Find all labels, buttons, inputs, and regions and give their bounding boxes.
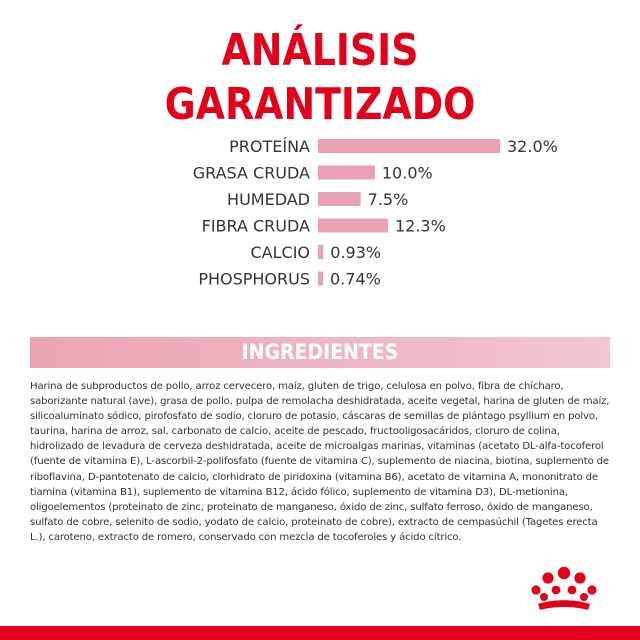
page-title-line-1: ANÁLISIS bbox=[221, 25, 419, 76]
bar-value-label: 12.3% bbox=[394, 216, 446, 236]
bar bbox=[318, 166, 375, 180]
bar bbox=[318, 272, 323, 286]
bar-label: GRASA CRUDA bbox=[192, 163, 310, 183]
bar-label: FIBRA CRUDA bbox=[201, 216, 310, 236]
ingredients-text: Harina de subproductos de pollo, arroz cervecero, maíz, gluten de trigo, celulosa en polvo, fibra de chícharo, saborizante natural (ave), grasa de pollo, pulpa de remolacha deshidratada, aceite vegetal, harina de gluten de maíz, silicoaluminato sódico, pirofosfato de sodio, cloruro de potasio, cáscaras de semillas de plántago psyllium en polvo, taurina, harina de arroz, sal, carbonato de calcio, aceite de pescado, fructooligosacáridos, cloruro de colina, hidrolizado de levadura de cerveza deshidratada, aceite de microalgas marinas, vitaminas (acetato DL-alfa-tocoferol (fuente de vitamina E), L-ascorbil-2-polifosfato (fuente de vitamina C), suplemento de niacina, biotina, suplemento de riboflavina, D-pantotenato de calcio, clorhidrato de piridoxina (vitamina B6), acetato de vitamina A, mononitrato de tiamina (vitamina B1), suplemento de vitamina B12, ácido fólico, suplemento de vitamina D3), DL-metionina, oligoelementos (proteinato de zinc, proteinato de manganeso, óxido de zinc, sulfato ferroso, óxido de manganeso, sulfato de cobre, selenito de sodio, yodato de calcio, proteinato de cobre), extracto de cempasúchil (Tagetes erecta L.), caroteno, extracto de romero, conservado con mezcla de tocoferoles y ácido cítrico. bbox=[30, 381, 610, 543]
bar-value-label: 7.5% bbox=[367, 190, 409, 209]
bar-value-label: 0.74% bbox=[330, 269, 381, 289]
ingredients-heading: INGREDIENTES bbox=[241, 340, 399, 364]
guaranteed-analysis-chart bbox=[0, 128, 640, 303]
ingredients-banner bbox=[30, 337, 610, 368]
bar bbox=[318, 245, 323, 259]
bar-label: PROTEÍNA bbox=[229, 137, 310, 156]
bar-value-label: 32.0% bbox=[507, 137, 558, 156]
bar-value-label: 0.93% bbox=[330, 243, 382, 262]
royal-canin-crown-icon bbox=[522, 566, 608, 616]
page-title-line-2: GARANTIZADO bbox=[164, 79, 476, 130]
bar-label: HUMEDAD bbox=[227, 190, 310, 209]
footer-red-bar bbox=[0, 626, 640, 640]
bar bbox=[318, 219, 388, 233]
bar-label: PHOSPHORUS bbox=[198, 269, 310, 289]
bar bbox=[318, 192, 361, 206]
bar-label: CALCIO bbox=[250, 243, 310, 262]
bar-value-label: 10.0% bbox=[381, 163, 433, 183]
bar bbox=[318, 139, 500, 153]
